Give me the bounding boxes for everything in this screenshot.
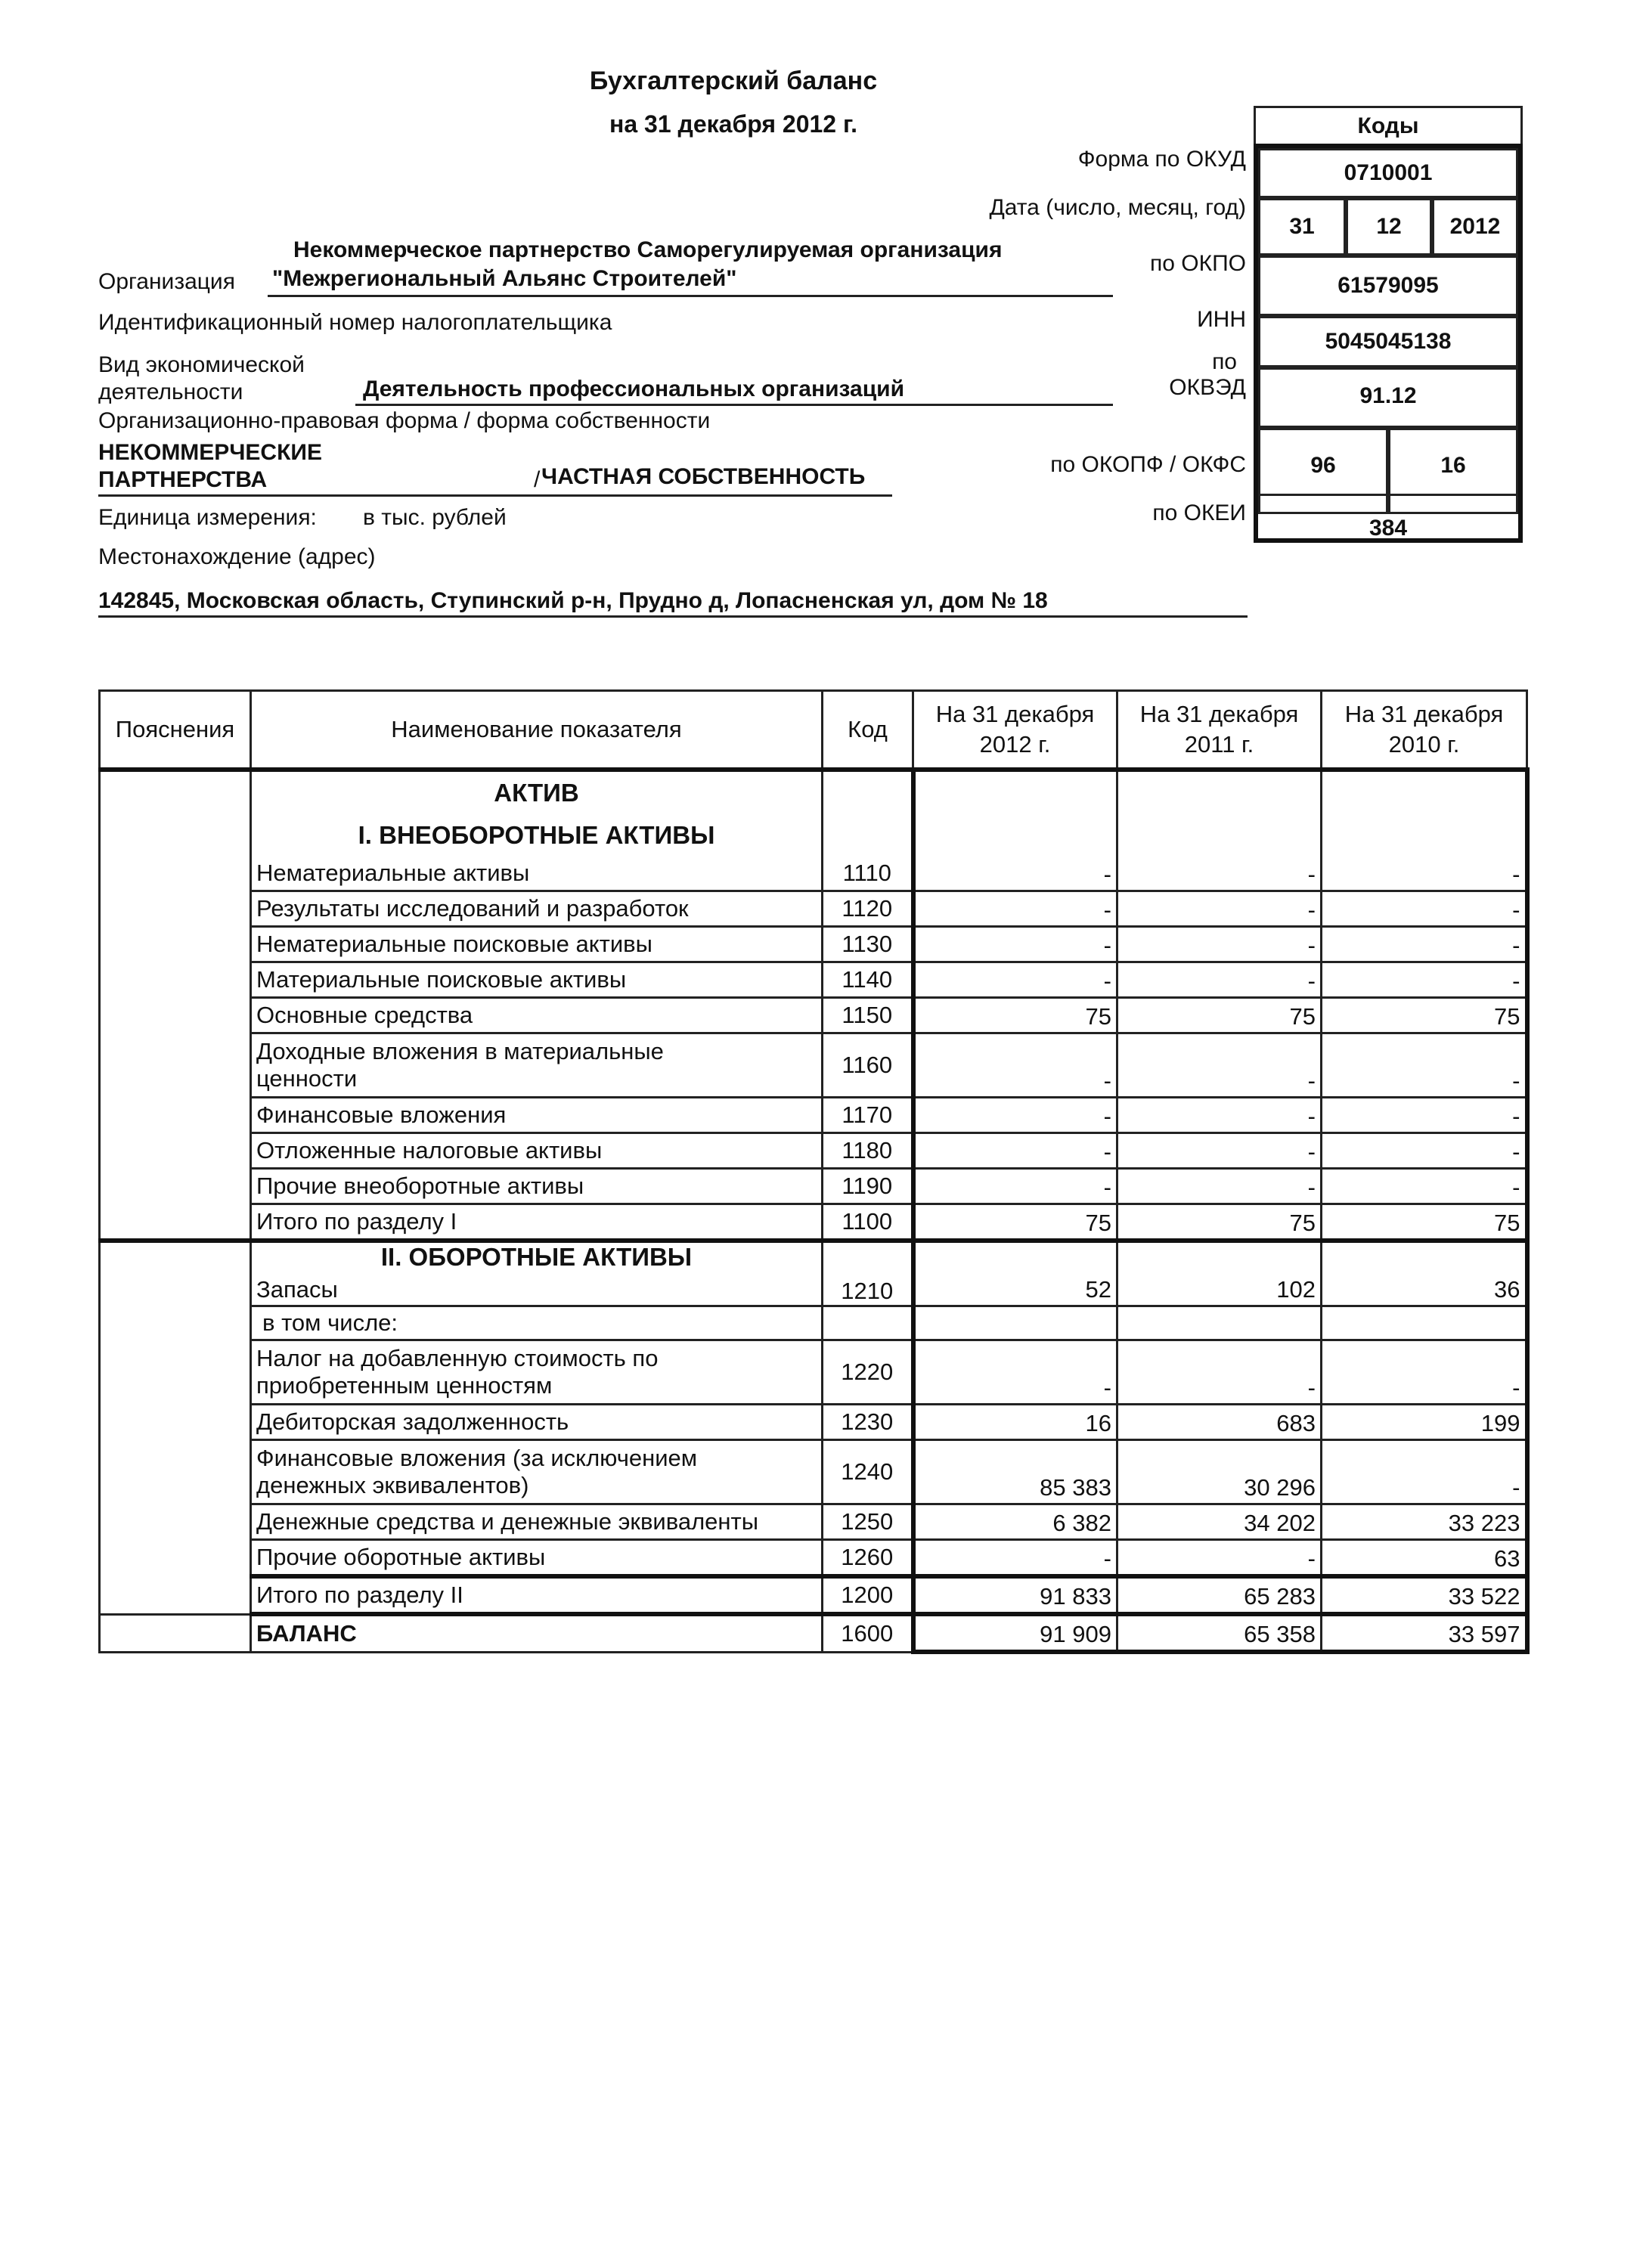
table-row [100, 998, 1527, 1033]
document-title: Бухгалтерский баланс [589, 67, 878, 95]
inn-label: Идентификационный номер налогоплательщика [98, 310, 612, 335]
row-code: 1110 [823, 857, 913, 891]
row-value-2012: - [913, 962, 1117, 998]
row-value-2010: 33 522 [1322, 1576, 1527, 1614]
okei-top-line [1258, 494, 1518, 496]
row-code: 1140 [823, 962, 913, 998]
form-underline [98, 494, 892, 497]
table-row [100, 1440, 1527, 1504]
row-value-2011: - [1117, 857, 1322, 891]
row-value-2010: - [1322, 857, 1527, 891]
row-value-2011: - [1117, 891, 1322, 927]
row-code: 1130 [823, 927, 913, 962]
row-code: 1210 [823, 1241, 913, 1306]
row-value-2011: - [1117, 1098, 1322, 1133]
row-value-2010: - [1322, 1033, 1527, 1098]
row-code: 1120 [823, 891, 913, 927]
activity-underline [355, 404, 1113, 406]
code-empty [823, 814, 913, 857]
row-value-2011: 30 296 [1117, 1440, 1322, 1504]
table-header-row [100, 691, 1527, 770]
row-value-2010: - [1322, 1440, 1527, 1504]
table-row [100, 1169, 1527, 1204]
row-value-2012: - [913, 891, 1117, 927]
table-row [100, 1405, 1527, 1440]
row-value-2012: 75 [913, 998, 1117, 1033]
activity-label-1: Вид экономической [98, 352, 305, 377]
row-code: 1180 [823, 1133, 913, 1169]
row-value-2010: 63 [1322, 1540, 1527, 1577]
org-underline [268, 295, 1113, 297]
row-code: 1240 [823, 1440, 913, 1504]
row-value-2010: 36 [1322, 1241, 1527, 1306]
codes-heading: Коды [1254, 106, 1523, 144]
okved-label-2: ОКВЭД [1169, 375, 1246, 400]
val-empty [1117, 814, 1322, 857]
row-value-2011: 75 [1117, 998, 1322, 1033]
okfs-value: 16 [1388, 428, 1518, 514]
row-value-2012: - [913, 1540, 1117, 1577]
table-row [100, 891, 1527, 927]
header-name: Наименование показателя [251, 691, 823, 770]
row-name: Результаты исследований и разработок [251, 891, 823, 927]
table-row [100, 1540, 1527, 1577]
balance-table [98, 689, 1530, 1654]
date-day: 31 [1258, 198, 1346, 256]
val-empty [1322, 770, 1527, 814]
form-line1: НЕКОММЕРЧЕСКИЕ [98, 440, 322, 465]
row-name: БАЛАНС [251, 1614, 823, 1652]
row-value-2010: 75 [1322, 998, 1527, 1033]
activity-label-2: деятельности [98, 380, 243, 404]
date-month: 12 [1346, 198, 1432, 256]
org-label: Организация [98, 269, 235, 294]
codes-box [1254, 106, 1523, 541]
table-row [100, 857, 1527, 891]
row-code: 1250 [823, 1504, 913, 1540]
org-name-line1: Некоммерческое партнерство Саморегулируемая организация [293, 237, 1003, 262]
row-value-2012: - [913, 857, 1117, 891]
date-label: Дата (число, месяц, год) [989, 195, 1246, 220]
row-value-2012: - [913, 1340, 1117, 1405]
address-underline [98, 615, 1248, 618]
section2-heading: II. ОБОРОТНЫЕ АКТИВЫ [380, 1243, 693, 1271]
row-name: Нематериальные активы [251, 857, 823, 891]
row-value-2011: - [1117, 1133, 1322, 1169]
table-row-total [100, 1204, 1527, 1241]
row-value-2012: - [913, 1098, 1117, 1133]
ownership-value: ЧАСТНАЯ СОБСТВЕННОСТЬ [541, 464, 866, 489]
table-row [100, 1504, 1527, 1540]
row-value-2012: 52 [913, 1241, 1117, 1306]
row-value-2010: - [1322, 1169, 1527, 1204]
row-code: 1260 [823, 1540, 913, 1577]
row-name: II. ОБОРОТНЫЕ АКТИВЫ Запасы [251, 1241, 823, 1306]
row-value-2011: - [1117, 962, 1322, 998]
header-notes: Пояснения [100, 691, 251, 770]
form-label: Организационно-правовая форма / форма собственности [98, 408, 711, 433]
row-value-2011: 75 [1117, 1204, 1322, 1241]
header-2011: На 31 декабря 2011 г. [1117, 691, 1322, 770]
section1-row [100, 814, 1527, 857]
okpo-label: по ОКПО [1150, 251, 1246, 276]
val-empty [1322, 1306, 1527, 1340]
okpo-value: 61579095 [1258, 256, 1518, 316]
row-name: Итого по разделу II [251, 1576, 823, 1614]
row-value-2011: 683 [1117, 1405, 1322, 1440]
val-empty [1117, 770, 1322, 814]
okei-label: по ОКЕИ [1152, 500, 1246, 525]
section1-heading: I. ВНЕОБОРОТНЫЕ АКТИВЫ [251, 814, 823, 857]
code-empty [823, 1306, 913, 1340]
table-row [100, 1133, 1527, 1169]
row-code: 1190 [823, 1169, 913, 1204]
row-value-2012: 91 909 [913, 1614, 1117, 1652]
table-row-balance [100, 1614, 1527, 1652]
row-value-2010: 33 223 [1322, 1504, 1527, 1540]
val-empty [1117, 1306, 1322, 1340]
table-row [100, 1098, 1527, 1133]
okved-value: 91.12 [1258, 367, 1518, 428]
okopf-value: 96 [1258, 428, 1388, 514]
notes-cell [100, 1241, 251, 1614]
row-code: 1150 [823, 998, 913, 1033]
inn-value: 5045045138 [1258, 316, 1518, 367]
row-value-2011: 65 283 [1117, 1576, 1322, 1614]
row-value-2011: 34 202 [1117, 1504, 1322, 1540]
table-row [100, 1340, 1527, 1405]
row-value-2012: 16 [913, 1405, 1117, 1440]
row-value-2010: - [1322, 1098, 1527, 1133]
row-value-2012: - [913, 1033, 1117, 1098]
row-value-2010: - [1322, 891, 1527, 927]
row-name: Дебиторская задолженность [251, 1405, 823, 1440]
row-code: 1200 [823, 1576, 913, 1614]
row-value-2010: 199 [1322, 1405, 1527, 1440]
row-value-2012: 6 382 [913, 1504, 1117, 1540]
row-value-2012: - [913, 1169, 1117, 1204]
table-row [100, 962, 1527, 998]
row-value-2012: - [913, 1133, 1117, 1169]
row-value-2010: - [1322, 962, 1527, 998]
unit-label: Единица измерения: [98, 505, 317, 530]
row-name: Нематериальные поисковые активы [251, 927, 823, 962]
row-value-2012: - [913, 927, 1117, 962]
okei-value: 384 [1368, 516, 1408, 541]
row-value-2011: - [1117, 1033, 1322, 1098]
row-name: Налог на добавленную стоимость по приобретенным ценностям [251, 1340, 823, 1405]
form-line2: ПАРТНЕРСТВА [98, 467, 268, 492]
header-2012: На 31 декабря 2012 г. [913, 691, 1117, 770]
row-value-2011: - [1117, 1169, 1322, 1204]
inn-code-label: ИНН [1197, 307, 1246, 332]
table-row [100, 927, 1527, 962]
row-value-2012: 75 [913, 1204, 1117, 1241]
header-code: Код [823, 691, 913, 770]
row-code: 1160 [823, 1033, 913, 1098]
row-code: 1600 [823, 1614, 913, 1652]
code-empty [823, 770, 913, 814]
address-value: 142845, Московская область, Ступинский р-н, Прудно д, Лопасненская ул, дом № 18 [98, 588, 1048, 613]
row-code: 1100 [823, 1204, 913, 1241]
row-value-2010: - [1322, 1133, 1527, 1169]
row-value-2011: - [1117, 1340, 1322, 1405]
notes-cell [100, 770, 251, 1204]
okved-label-1: по [1212, 349, 1237, 374]
val-empty [913, 1306, 1117, 1340]
okud-value: 0710001 [1258, 148, 1518, 198]
row-name: Доходные вложения в материальные ценности [251, 1033, 823, 1098]
row-code: 1220 [823, 1340, 913, 1405]
row-name: Материальные поисковые активы [251, 962, 823, 998]
row-value-2010: - [1322, 1340, 1527, 1405]
okopf-label: по ОКОПФ / ОКФС [1050, 452, 1246, 477]
row-value-2012: 85 383 [913, 1440, 1117, 1504]
table-row-total [100, 1576, 1527, 1614]
row-value-2011: - [1117, 1540, 1322, 1577]
row-name: Прочие оборотные активы [251, 1540, 823, 1577]
row-value-2011: 65 358 [1117, 1614, 1322, 1652]
row-name: Прочие внеоборотные активы [251, 1169, 823, 1204]
form-separator: / [534, 467, 541, 492]
date-year: 2012 [1432, 198, 1518, 256]
notes-cell [100, 1614, 251, 1652]
row-name: Финансовые вложения (за исключением денежных эквивалентов) [251, 1440, 823, 1504]
row-value-2010: 75 [1322, 1204, 1527, 1241]
header-2010: На 31 декабря 2010 г. [1322, 691, 1527, 770]
val-empty [1322, 814, 1527, 857]
row-value-2011: 102 [1117, 1241, 1322, 1306]
address-label: Местонахождение (адрес) [98, 544, 376, 569]
row-value-2011: - [1117, 927, 1322, 962]
row-name: Финансовые вложения [251, 1098, 823, 1133]
row-value-2010: 33 597 [1322, 1614, 1527, 1652]
row-value-2012: 91 833 [913, 1576, 1117, 1614]
aktiv-row [100, 770, 1527, 814]
table-row [100, 1306, 1527, 1340]
val-empty [913, 814, 1117, 857]
org-name-line2: "Межрегиональный Альянс Строителей" [272, 266, 737, 291]
document-date: на 31 декабря 2012 г. [609, 110, 857, 138]
row-name: Денежные средства и денежные эквиваленты [251, 1504, 823, 1540]
row-code: 1230 [823, 1405, 913, 1440]
notes-cell [100, 1204, 251, 1241]
row-code: 1170 [823, 1098, 913, 1133]
row-name: Отложенные налоговые активы [251, 1133, 823, 1169]
row-name: Итого по разделу I [251, 1204, 823, 1241]
activity-value: Деятельность профессиональных организаций [363, 376, 905, 401]
table-row [100, 1241, 1527, 1306]
row-name: в том числе: [251, 1306, 823, 1340]
table-row [100, 1033, 1527, 1098]
okud-label: Форма по ОКУД [1077, 147, 1246, 172]
row-value-2010: - [1322, 927, 1527, 962]
row-name: Основные средства [251, 998, 823, 1033]
unit-value: в тыс. рублей [363, 505, 507, 530]
val-empty [913, 770, 1117, 814]
aktiv-heading: АКТИВ [251, 770, 823, 814]
